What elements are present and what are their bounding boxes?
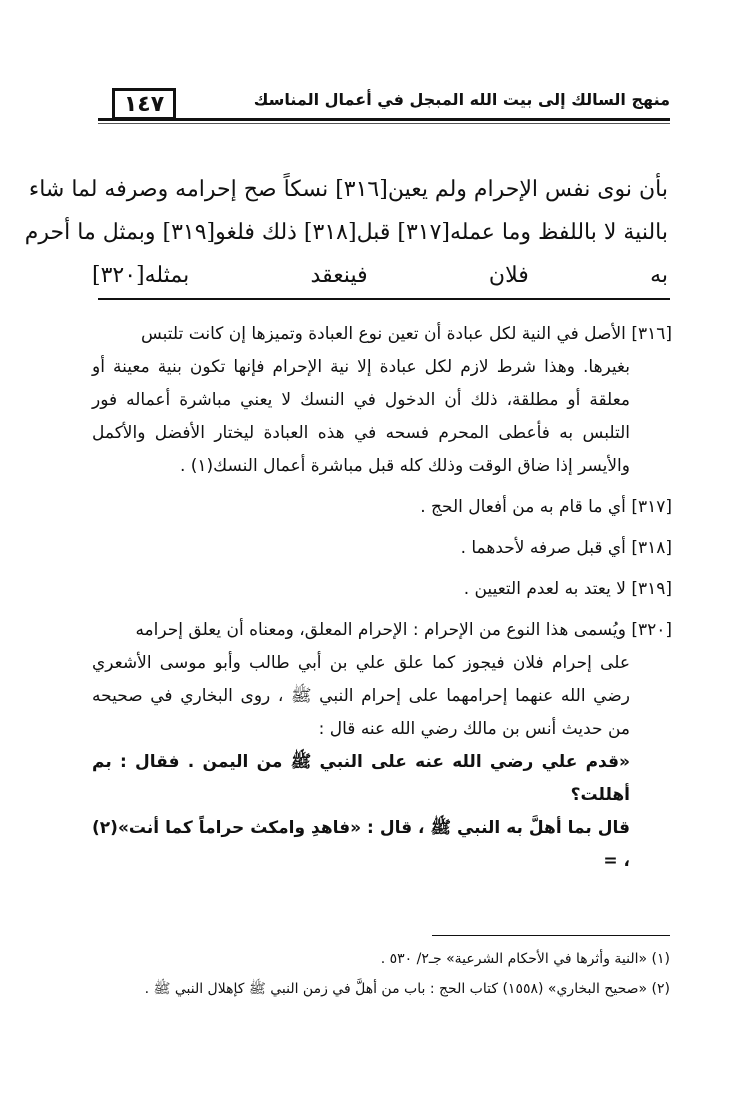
main-text-line: بالنية لا باللفظ وما عمله[٣١٧] قبل[٣١٨] ذلك فلغو[٣١٩] وبمثل ما أحرم xyxy=(24,220,668,245)
main-text-line: بأن نوى نفس الإحرام ولم يعين[٣١٦] نسكاً صح إحرامه وصرفه لما شاء xyxy=(28,177,668,202)
page-header xyxy=(98,88,670,124)
footnote-divider xyxy=(432,935,670,936)
note-text: أي قبل صرفه لأحدهما . xyxy=(460,538,626,558)
running-title: منهج السالك إلى بيت الله المبجل في أعمال المناسك xyxy=(253,90,670,109)
note-317 xyxy=(92,491,672,524)
header-rule xyxy=(98,118,670,121)
hadith-quote: قال بما أهلَّ به النبي ﷺ ، قال : «فاهدِ وامكث حراماً كما أنت»(٢) ، = xyxy=(92,818,630,871)
note-ref: [٣١٩] xyxy=(631,579,672,599)
note-text: أي ما قام به من أفعال الحج . xyxy=(420,497,626,517)
note-text: لا يعتد به لعدم التعيين . xyxy=(463,579,626,599)
commentary-notes xyxy=(92,318,672,886)
main-text xyxy=(24,168,668,297)
footnote-1: (١) «النية وأثرها في الأحكام الشرعية» جـ٢/ ٥٣٠ . xyxy=(380,951,670,967)
page-number: ١٤٧ xyxy=(112,88,176,120)
note-ref: [٣١٧] xyxy=(631,497,672,517)
note-ref: [٣١٨] xyxy=(631,538,672,558)
note-continuation: على إحرام فلان فيجوز كما علق علي بن أبي طالب وأبو موسى الأشعري رضي الله عنهما إحرامهما على إحرام النبي ﷺ ، روى البخاري في صحيحه من حديث أنس بن مالك رضي الله عنه قال : xyxy=(92,653,630,739)
note-318 xyxy=(92,532,672,565)
note-text: ويُسمى هذا النوع من الإحرام : الإحرام المعلق، ومعناه أن يعلق إحرامه xyxy=(135,620,626,640)
footnote-2: (٢) «صحيح البخاري» (١٥٥٨) كتاب الحج : باب من أهلَّ في زمن النبي ﷺ كإهلال النبي ﷺ . xyxy=(144,981,670,997)
main-text-divider xyxy=(98,298,670,300)
note-ref: [٣٢٠] xyxy=(631,620,672,640)
header-rule-thin xyxy=(98,123,670,124)
footnotes xyxy=(98,944,670,1004)
note-text: الأصل في النية لكل عبادة أن تعين نوع العبادة وتميزها إن كانت تلتبس xyxy=(141,324,626,344)
note-continuation: بغيرها. وهذا شرط لازم لكل عبادة إلا نية الإحرام فإنها تكون بنية معينة أو معلقة أو مطلقة، ذلك أن الدخول في النسك لا يعني مباشرة أعماله فور التلبس به فأعطى المحرم فسحه في هذه العبادة ليختار الأفضل والأكمل والأيسر إذا ضاق الوقت وذلك كله قبل مباشرة أعمال النسك(١) . xyxy=(92,357,630,476)
note-320 xyxy=(92,614,672,878)
note-319 xyxy=(92,573,672,606)
hadith-quote: «قدم علي رضي الله عنه على النبي ﷺ من اليمن . فقال : بم أهللت؟ xyxy=(92,752,630,805)
note-316 xyxy=(92,318,672,483)
note-ref: [٣١٦] xyxy=(631,324,672,344)
main-text-line: به فلان فينعقد بمثله[٣٢٠] xyxy=(92,263,668,288)
